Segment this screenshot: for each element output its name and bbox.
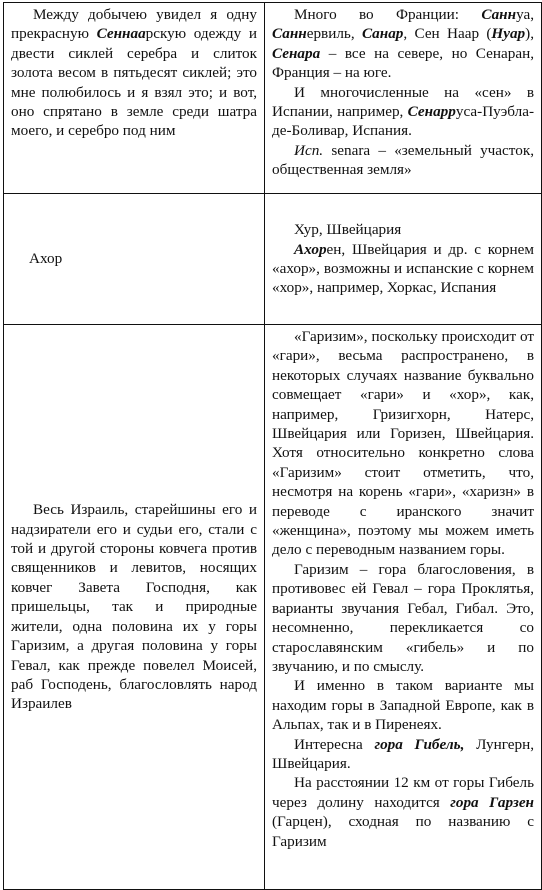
- toponym-paragraph: И именно в таком варианте мы находим горы в Западной Европе, как в Альпах, так и в Пиренеях.: [272, 677, 534, 734]
- toponym-paragraph: На расстоянии 12 км от горы Гибель через долину находится гора Гарзен (Гарцен), сходная по названию с Гаризим: [272, 774, 534, 850]
- scripture-cell: [4, 3, 265, 194]
- table-row: [4, 325, 542, 890]
- scripture-label: Ахор: [29, 250, 63, 268]
- comparison-table: [3, 2, 542, 890]
- toponym-cell: [265, 3, 542, 194]
- toponym-paragraph: Интересна гора Гибель, Лунгерн, Швейцария.: [272, 735, 534, 772]
- toponym-cell: [265, 194, 542, 325]
- scripture-cell: [4, 194, 265, 325]
- toponym-paragraph: Ахорен, Швейцария и др. с корнем «ахор», возможны и испанские с корнем «хор», например, Хоркас, Испания: [272, 240, 534, 297]
- scripture-text: Между добычею увидел я одну прекрасную Сеннаарскую одежду и двести сиклей серебра и слиток золота весом в пятьдесят сиклей; это мне полюбилось и я взял это; и вот, оно спрятано в земле среди шатра моего, и серебро под ним: [11, 6, 257, 140]
- toponym-cell: [265, 325, 542, 890]
- toponym-paragraph: Много во Франции: Саннуа, Саннервиль, Санар, Сен Наар (Нуар), Сенара – все на севере, но Сенаран, Франция – на юге.: [272, 6, 535, 82]
- toponym-paragraph: Гаризим – гора благословения, в противовес ей Гевал – гора Проклятья, варианты звучания Гебал, Гибал. Это, несомненно, перекликается со старославянским «гибель» и по звучанию, и по смыслу.: [272, 560, 534, 675]
- scripture-text: Весь Израиль, старейшины его и надзиратели его и судьи его, стали с той и другой стороны ковчега против священников и левитов, носящих ковчег Завета Господня, как пришельцы, так и природные жители, одна половина их у горы Гаризим, а другая половина у горы Гевал, как прежде повелел Моисей, раб Господень, благословлять народ Израилев: [11, 501, 257, 713]
- table-row: [4, 194, 542, 325]
- toponym-paragraph: Хур, Швейцария: [294, 221, 402, 239]
- toponym-paragraph: Исп. senara – «земельный участок, общественная земля»: [272, 141, 534, 179]
- table-row: [4, 3, 542, 194]
- toponym-paragraph: И многочисленные на «сен» в Испании, например, Сенарруса-Пуэбла-де-Боливар, Испания.: [272, 83, 534, 140]
- toponym-paragraph: «Гаризим», поскольку происходит от «гари», весьма распространено, в некоторых случаях название буквально совмещает «гари» и «хор», как, например, Гризигхорн, Натерс, Швейцария или Горизен, Швейцария. Хотя относительно конкретно слова «Гаризим» стоит отметить, что, несмотря на корень «гари», «харизн» в переводе с иранского значит «женщина», поэтому мы можем иметь дело с переводным названием горы.: [272, 328, 534, 559]
- scripture-cell: [4, 325, 265, 890]
